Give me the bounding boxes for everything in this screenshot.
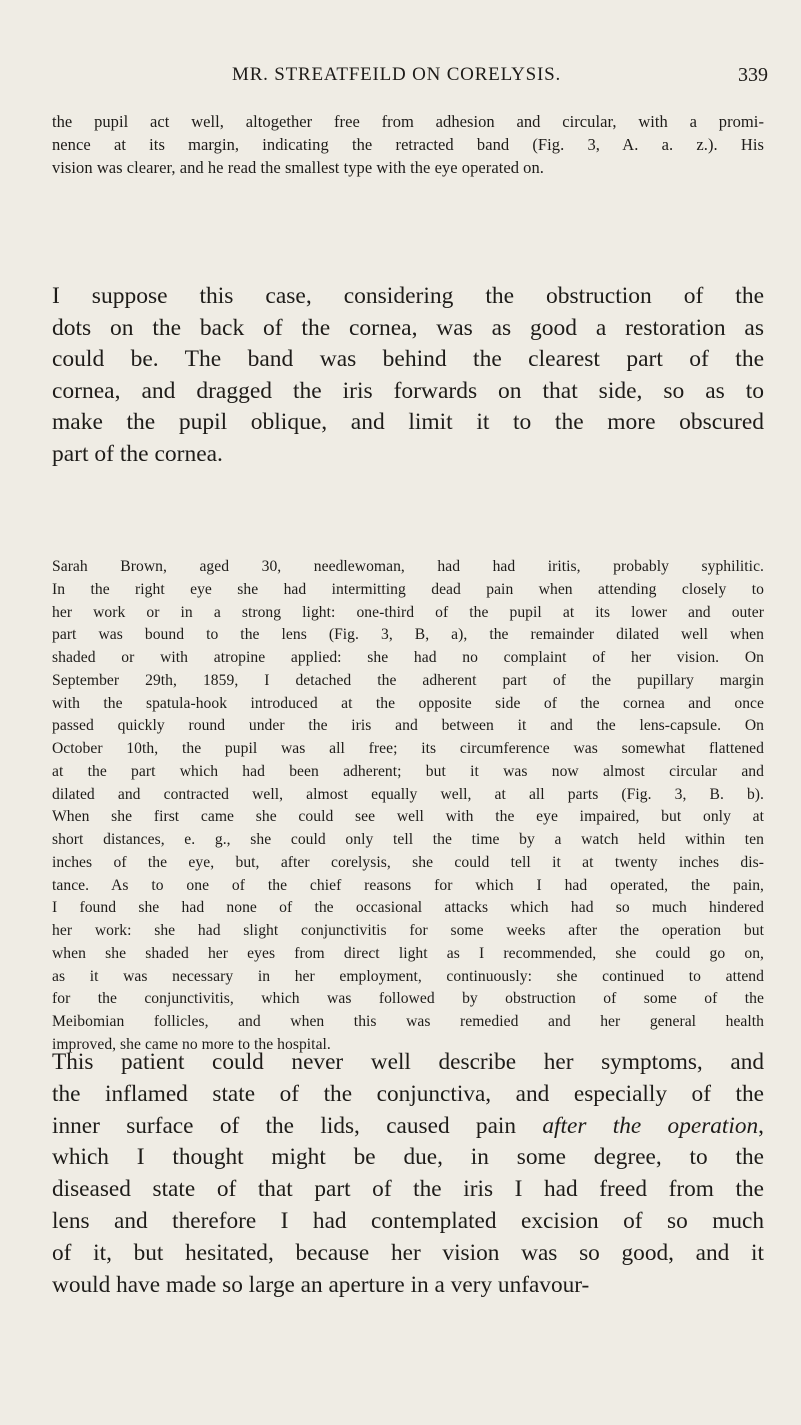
text-line: In the right eye she had intermitting dead pain when attending closely to	[52, 580, 764, 598]
text-line: part of the cornea.	[52, 440, 223, 467]
text-line: short distances, e. g., she could only tell the time by a watch held within ten	[52, 831, 764, 848]
text-line: her work or in a strong light: one-third of the pupil at its lower and outer	[52, 603, 764, 621]
text-line: September 29th, 1859, I detached the adherent part of the pupillary margin	[52, 671, 764, 689]
text-run: ,	[758, 1112, 764, 1139]
paragraph-case-sarah-brown	[52, 556, 764, 1057]
text-line: Sarah Brown, aged 30, needlewoman, had had iritis, probably syphilitic.	[52, 558, 764, 575]
italic-phrase: after the operation	[542, 1112, 759, 1139]
text-run: of it, but hesitated, because her vision was so good, and it	[52, 1239, 764, 1266]
text-run: diseased state of that part of the iris I had freed from the	[52, 1176, 764, 1203]
text-line: dots on the back of the cornea, was as good a restoration as	[52, 314, 764, 341]
text-run: which I thought might be due, in some degree, to the	[52, 1144, 764, 1171]
text-line: vision was clearer, and he read the smallest type with the eye operated on.	[52, 158, 544, 177]
running-header	[232, 64, 768, 94]
text-line: dilated and contracted well, almost equally well, at all parts (Fig. 3, B. b).	[52, 785, 764, 803]
text-line: could be. The band was behind the clearest part of the	[52, 346, 764, 372]
text-run: This patient could never well describe her symptoms, and	[52, 1049, 764, 1075]
text-line: When she first came she could see well with the eye impaired, but only at	[52, 808, 764, 826]
text-line: passed quickly round under the iris and between it and the lens-capsule. On	[52, 717, 764, 735]
text-line	[52, 1238, 764, 1270]
paragraph-case-conclusion	[52, 110, 764, 179]
text-line: shaded or with atropine applied: she had no complaint of her vision. On	[52, 649, 764, 666]
text-run: lens and therefore I had contemplated excision of so much	[52, 1207, 764, 1234]
text-line: as it was necessary in her employment, continuously: she continued to attend	[52, 967, 764, 985]
text-line: for the conjunctivitis, which was followed by obstruction of some of the	[52, 990, 764, 1008]
text-line	[52, 1174, 764, 1206]
text-line: I suppose this case, considering the obstruction of the	[52, 283, 764, 309]
page-number: 339	[738, 64, 768, 86]
text-line	[52, 1047, 764, 1079]
paragraph-commentary-2	[52, 1047, 764, 1301]
text-line	[52, 1270, 764, 1302]
text-line: inches of the eye, but, after corelysis, she could tell it at twenty inches dis-	[52, 853, 764, 871]
text-run: would have made so large an aperture in a very unfavour-	[52, 1271, 590, 1298]
text-line: the pupil act well, altogether free from adhesion and circular, with a promi-	[52, 112, 764, 131]
text-line: October 10th, the pupil was all free; its circumference was somewhat flattened	[52, 740, 764, 757]
text-line	[52, 1111, 764, 1143]
text-line: improved, she came no more to the hospital.	[52, 1035, 331, 1053]
running-title: MR. STREATFEILD ON CORELYSIS.	[232, 64, 562, 85]
text-line: tance. As to one of the chief reasons for which I had operated, the pain,	[52, 876, 764, 894]
text-line	[52, 1142, 764, 1174]
text-line: her work: she had slight conjunctivitis for some weeks after the operation but	[52, 922, 764, 939]
text-line: with the spatula-hook introduced at the opposite side of the cornea and once	[52, 694, 764, 712]
text-line: cornea, and dragged the iris forwards on that side, so as to	[52, 377, 764, 404]
text-line: make the pupil oblique, and limit it to the more obscured	[52, 409, 764, 435]
text-line: at the part which had been adherent; but it was now almost circular and	[52, 762, 764, 780]
text-line: Meibomian follicles, and when this was remedied and her general health	[52, 1013, 764, 1030]
text-run: inner surface of the lids, caused pain	[52, 1112, 543, 1139]
paragraph-commentary-1	[52, 281, 764, 470]
text-line: part was bound to the lens (Fig. 3, B, a), the remainder dilated well when	[52, 626, 764, 644]
text-line	[52, 1079, 764, 1111]
text-line: I found she had none of the occasional attacks which had so much hindered	[52, 899, 764, 917]
text-line: when she shaded her eyes from direct light as I recommended, she could go on,	[52, 944, 764, 962]
text-run: the inflamed state of the conjunctiva, and especially of the	[52, 1080, 764, 1107]
text-line	[52, 1206, 764, 1238]
text-line: nence at its margin, indicating the retracted band (Fig. 3, A. a. z.). His	[52, 135, 764, 154]
